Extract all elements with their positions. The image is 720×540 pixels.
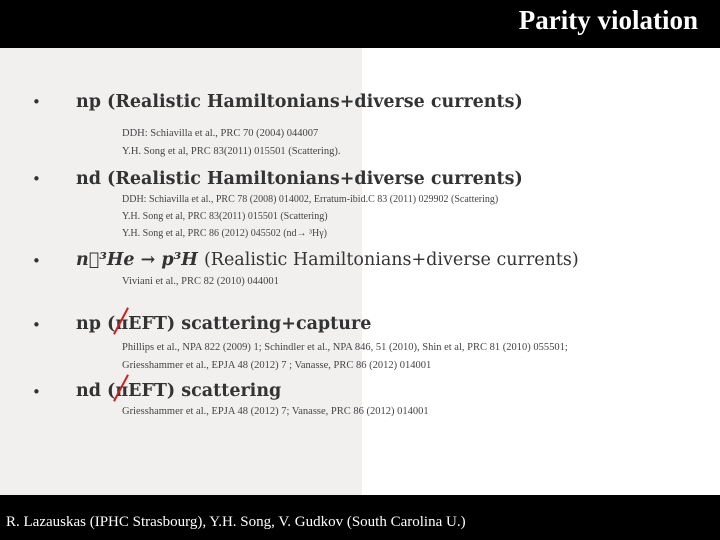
reference: Griesshammer et al., EPJA 48 (2012) 7; Vanasse, PRC 86 (2012) 014001 <box>122 406 429 417</box>
bullet-icon: • <box>32 93 41 111</box>
reaction-formula: n⃗³He → p³H <box>76 250 198 270</box>
bullet-icon: • <box>32 252 41 270</box>
reference: Phillips et al., NPA 822 (2009) 1; Schindler et al., NPA 846, 51 (2010), Shin et al, PRC 81 (2010) 055501; <box>122 342 568 353</box>
footer-bar <box>0 495 720 540</box>
footer-authors: R. Lazauskas (IPHC Strasbourg), Y.H. Song, V. Gudkov (South Carolina U.) <box>6 514 466 530</box>
reference: Y.H. Song et al, PRC 83(2011) 015501 (Scattering) <box>122 211 328 222</box>
reference: Y.H. Song et al, PRC 83(2011) 015501 (Scattering). <box>122 146 341 157</box>
reference: Y.H. Song et al, PRC 86 (2012) 045502 (nd→ ³Hγ) <box>122 228 328 239</box>
title-bar <box>0 0 720 48</box>
item-heading: np (πEFT) scattering+capture <box>76 314 372 334</box>
slide-content <box>0 48 720 495</box>
reference: Griesshammer et al., EPJA 48 (2012) 7 ; Vanasse, PRC 86 (2012) 014001 <box>122 360 432 371</box>
bullet-icon: • <box>32 170 41 188</box>
item-heading <box>76 250 579 270</box>
slide-title: Parity violation <box>518 5 698 35</box>
item-heading: nd (Realistic Hamiltonians+diverse currents) <box>76 169 523 189</box>
reference: DDH: Schiavilla et al., PRC 70 (2004) 044007 <box>122 128 319 139</box>
reference: Viviani et al., PRC 82 (2010) 044001 <box>122 276 279 287</box>
item-heading: np (Realistic Hamiltonians+diverse currents) <box>76 92 523 112</box>
bullet-icon: • <box>32 316 41 334</box>
reference: DDH: Schiavilla et al., PRC 78 (2008) 014002, Erratum-ibid.C 83 (2011) 029902 (Scattering) <box>122 194 499 205</box>
heading-text: (Realistic Hamiltonians+diverse currents) <box>203 250 579 270</box>
bullet-icon: • <box>32 383 41 401</box>
item-heading: nd (πEFT) scattering <box>76 381 282 401</box>
